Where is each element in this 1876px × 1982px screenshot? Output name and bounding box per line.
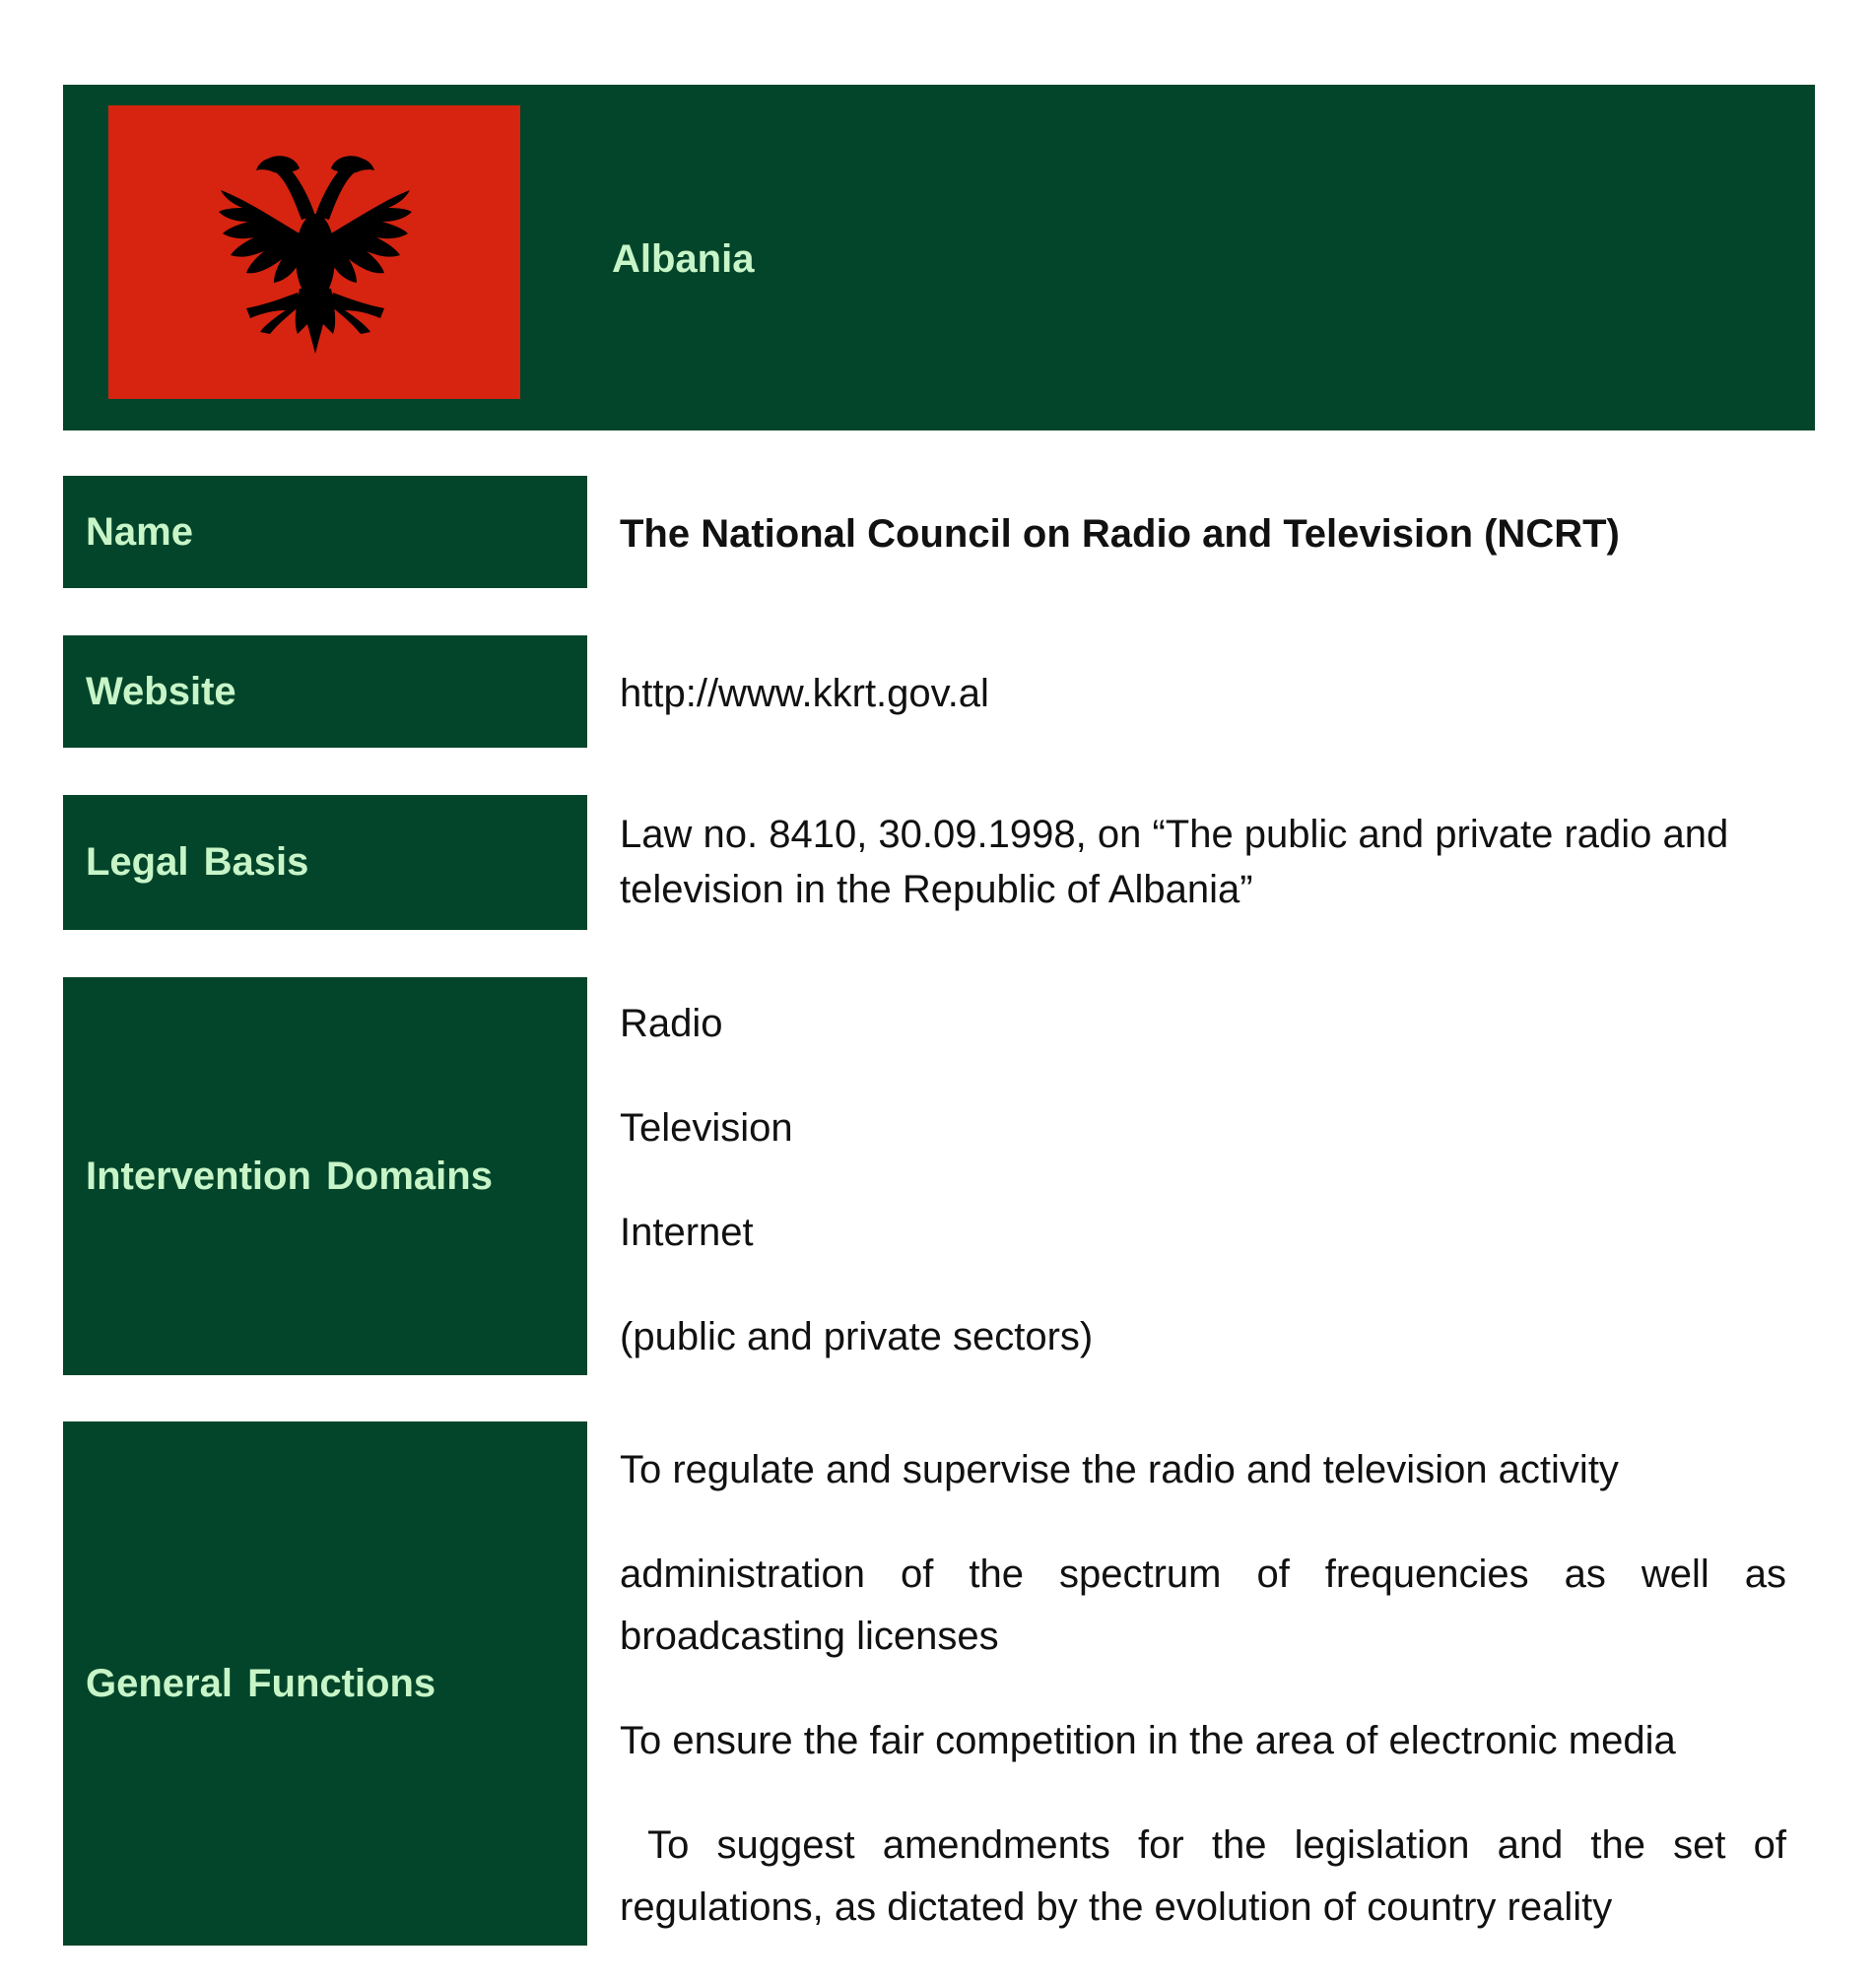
- albanian-double-headed-eagle-icon: [217, 151, 414, 354]
- legal-basis-label: Legal Basis: [86, 840, 309, 884]
- website-label: Website: [86, 669, 236, 713]
- general-functions-list: [620, 1439, 1798, 1939]
- function-item: To suggest amendments for the legislation and the set of regulations, as dictated by the evolution of country reality: [620, 1823, 1798, 1929]
- function-item: administration of the spectrum of frequencies as well as broadcasting licenses: [620, 1553, 1786, 1658]
- name-value: The National Council on Radio and Television (NCRT): [620, 512, 1620, 556]
- domain-item: Internet: [620, 1211, 754, 1254]
- name-label: Name: [86, 509, 193, 554]
- intervention-domains-label: Intervention Domains: [86, 1154, 493, 1198]
- website-label-box: [63, 635, 587, 748]
- function-item: To regulate and supervise the radio and television activity: [620, 1448, 1619, 1491]
- legal-basis-value: Law no. 8410, 30.09.1998, on “The public and private radio and television in the Republic of Albania”: [620, 813, 1729, 911]
- flag-of-albania: [108, 105, 520, 399]
- function-item: To ensure the fair competition in the area of electronic media: [620, 1719, 1676, 1762]
- domain-item: (public and private sectors): [620, 1315, 1094, 1358]
- country-title: Albania: [612, 237, 755, 281]
- general-functions-label: General Functions: [86, 1661, 436, 1705]
- domain-item: Television: [620, 1106, 793, 1150]
- intervention-domains-list: [620, 994, 1786, 1366]
- legal-basis-label-box: [63, 795, 587, 930]
- name-label-box: [63, 476, 587, 588]
- website-link[interactable]: http://www.kkrt.gov.al: [620, 672, 989, 715]
- general-functions-label-box: [63, 1421, 587, 1946]
- domain-item: Radio: [620, 1002, 723, 1045]
- country-header: [63, 85, 1815, 430]
- intervention-domains-label-box: [63, 977, 587, 1375]
